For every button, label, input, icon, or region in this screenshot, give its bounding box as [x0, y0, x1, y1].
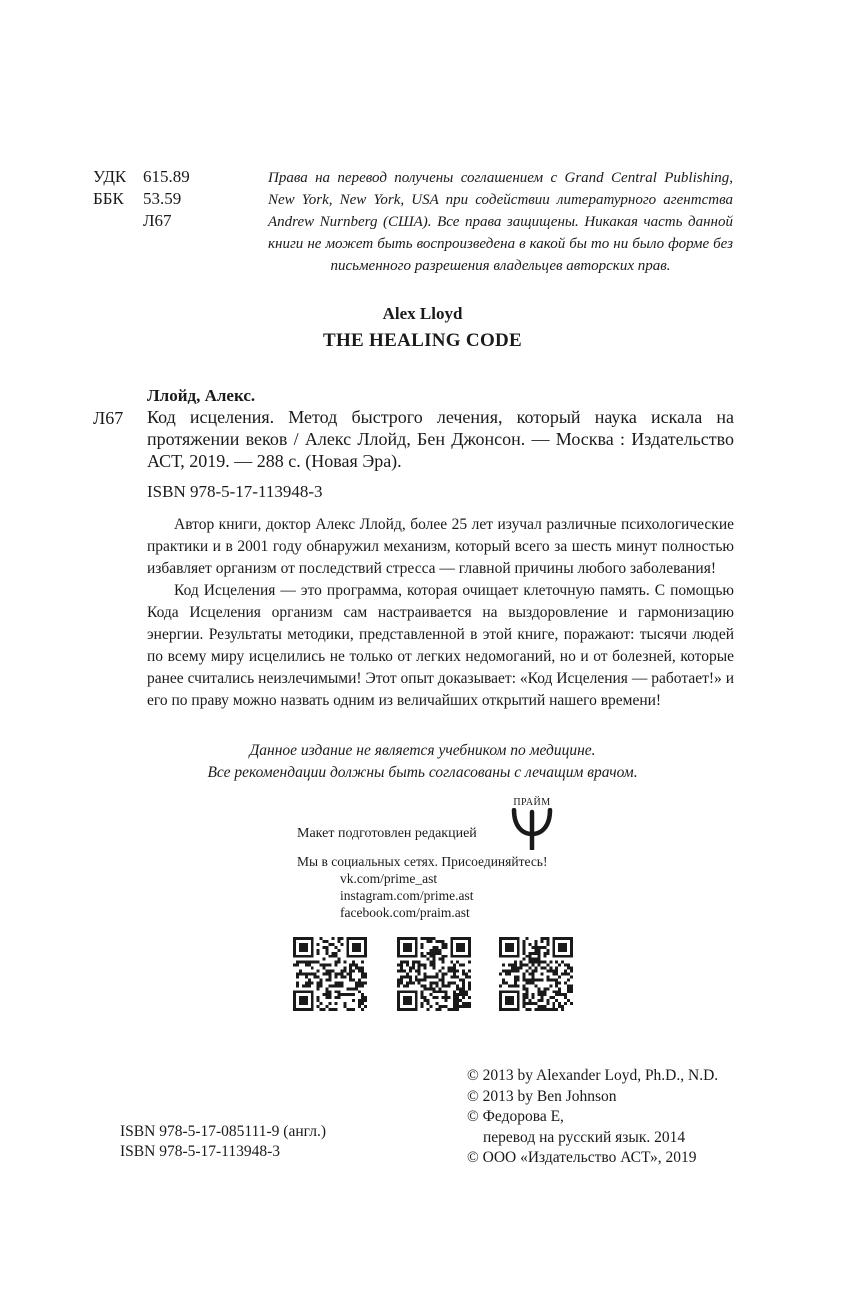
copyright-line: © 2013 by Alexander Loyd, Ph.D., N.D. [467, 1067, 719, 1084]
isbn-list [120, 1122, 326, 1162]
isbn-original: ISBN 978-5-17-085111-9 (англ.) [120, 1123, 326, 1140]
social-link-vk[interactable]: vk.com/prime_ast [340, 871, 438, 886]
abstract-paragraph: Код Исцеления — это программа, которая очищает клеточную память. С помощью Кода Исцеления организм сам настраивается на выздоровление и гармонизацию энергии. Результаты методики, представленной в этой книге, поражают: тысячи людей по всему миру исцелились не только от легких недомоганий, но и от болезней, которые ранее считались неизлечимыми! Этот опыт доказывает: «Код Исцеления — работает!» и его по праву можно назвать одним из величайших открытий нашего времени! [147, 582, 734, 709]
abstract-paragraph: Автор книги, доктор Алекс Ллойд, более 25 лет изучал различные психологические практики и в 2001 году обнаружил механизм, который всего за шесть минут полностью избавляет организм от последствий стресса — главной причины любого заболевания! [147, 516, 734, 577]
social-link-facebook[interactable]: facebook.com/praim.ast [340, 905, 470, 920]
social-links [297, 870, 547, 921]
rights-notice: Права на перевод получены соглашением с Grand Central Publishing, New York, New York, USA при содействии литературного агентства Andrew Nurnberg (США). Все права защищены. Никакая часть данной книги не может быть воспроизведена в какой бы то ни было форме без письменного разрешения владельцев авторских прав. [268, 170, 733, 274]
disclaimer-line-1: Данное издание не является учебником по медицине. [249, 742, 596, 759]
copyright-line: © ООО «Издательство АСТ», 2019 [467, 1149, 697, 1166]
psi-trident-icon [508, 808, 556, 850]
abstract [147, 514, 734, 712]
copyright-line: © 2013 by Ben Johnson [467, 1087, 617, 1105]
bbk-label: ББК [93, 189, 124, 208]
biblio-line-2: протяжении веков / Алекс Ллойд, Бен Джонсон. — Москва : Издательство [147, 429, 734, 449]
copyright-block [467, 1066, 718, 1169]
prime-logo [508, 797, 556, 851]
udk-value: 615.89 [143, 167, 190, 186]
original-title: THE HEALING CODE [322, 330, 523, 351]
biblio-line-1: Код исцеления. Метод быстрого лечения, который наука искала на [147, 407, 734, 427]
copyright-line: © Федорова Е, [467, 1108, 564, 1125]
qr-code-instagram[interactable] [397, 937, 471, 1011]
author-sign-value: Л67 [143, 211, 172, 230]
qr-code-facebook[interactable] [499, 937, 573, 1011]
medical-disclaimer [0, 740, 845, 784]
udk-row [93, 166, 190, 188]
catalog-code: Л67 [93, 408, 124, 428]
logo-text: ПРАЙМ [513, 797, 551, 808]
catalog-isbn: ISBN 978-5-17-113948-3 [147, 482, 323, 501]
author-sign-row [93, 210, 190, 232]
social-link-instagram[interactable]: instagram.com/prime.ast [340, 888, 474, 903]
classification-codes [93, 166, 190, 232]
disclaimer-line-2: Все рекомендации должны быть согласованы с лечащим врачом. [207, 764, 638, 781]
catalog-heading: Ллойд, Алекс. [147, 386, 256, 405]
prepared-by-text: Макет подготовлен редакцией [297, 826, 477, 841]
bbk-row [93, 188, 190, 210]
qr-code-vk[interactable] [293, 937, 367, 1011]
bibliographic-description [147, 406, 734, 472]
copyright-line: перевод на русский язык. 2014 [483, 1128, 686, 1146]
social-heading: Мы в социальных сетях. Присоединяйтесь! [297, 854, 548, 869]
biblio-line-3: АСТ, 2019. — 288 с. (Новая Эра). [147, 451, 402, 471]
bbk-value: 53.59 [143, 189, 182, 208]
original-author: Alex Lloyd [382, 304, 463, 323]
udk-label: УДК [93, 167, 127, 186]
social-block [297, 853, 547, 921]
isbn-russian: ISBN 978-5-17-113948-3 [120, 1143, 281, 1160]
author-sign-label [93, 210, 143, 232]
